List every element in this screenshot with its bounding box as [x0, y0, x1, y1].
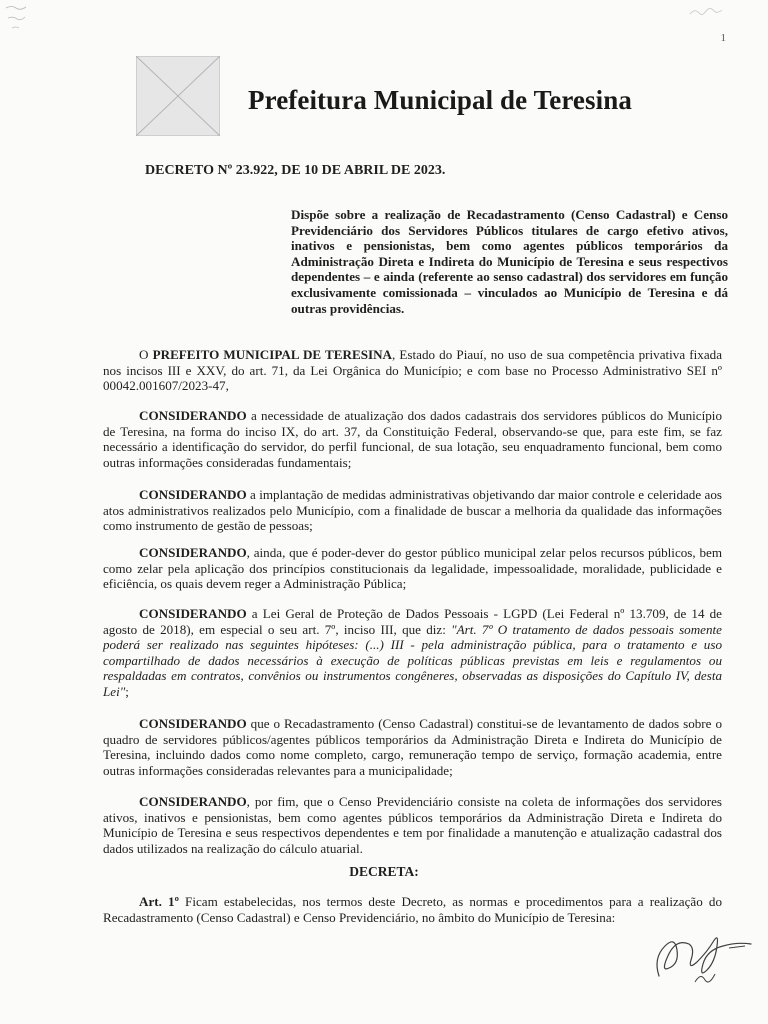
- decree-number: DECRETO Nº 23.922, DE 10 DE ABRIL DE 2023.: [145, 163, 446, 178]
- considerando-text: , ainda, que é poder-dever do gestor público municipal zelar pelos recursos públicos, bem como zelar pela aplicação dos princípios constitucionais da legalidade, impessoalidade, moralidade, publicidade e eficiência, os quais devem reger a Administração Pública;: [103, 545, 722, 591]
- page-title: Prefeitura Municipal de Teresina: [248, 85, 632, 115]
- decree-summary: Dispõe sobre a realização de Recadastramento (Censo Cadastral) e Censo Previdenciário dos Servidores Públicos titulares de cargo efetivo ativos, inativos e pensionistas, bem como agentes públicos temporários da Administração Direta e Indireta do Município de Teresina e seus respectivos dependentes – e ainda (referente ao senso cadastral) dos servidores em função exclusivamente comissionada – vinculados ao Município de Teresina e dá outras providências.: [291, 207, 728, 316]
- article-label: Art. 1º: [139, 894, 179, 909]
- considerando-2: [103, 487, 722, 534]
- considerando-3: [103, 545, 722, 592]
- considerando-keyword: CONSIDERANDO: [139, 545, 247, 560]
- preamble-lead: O: [139, 347, 149, 362]
- preamble-paragraph: [103, 347, 722, 394]
- considerando-keyword: CONSIDERANDO: [139, 794, 247, 809]
- considerando-text: a Lei Geral de Proteção de Dados Pessoais - LGPD (Lei Federal nº 13.709, de 14 de agosto de 2018), em especial o seu art. 7º, inciso III, que diz:: [103, 606, 722, 637]
- considerando-1: [103, 408, 722, 470]
- coat-of-arms-crest: [136, 56, 220, 136]
- considerando-keyword: CONSIDERANDO: [139, 487, 247, 502]
- article-1: [103, 894, 722, 925]
- decreta-heading: DECRETA:: [349, 864, 419, 879]
- preamble-authority: PREFEITO MUNICIPAL DE TERESINA: [152, 347, 393, 362]
- considerando-text: a necessidade de atualização dos dados cadastrais dos servidores públicos do Município de Teresina, na forma do inciso IX, do art. 37, da Constituição Federal, observando-se que, para este fim, se faz necessário a identificação do servidor, do perfil funcional, de sua lotação, seu enquadramento funcional, bem como outras informações consideradas fundamentais;: [103, 408, 722, 470]
- considerando-keyword: CONSIDERANDO: [139, 716, 247, 731]
- considerando-keyword: CONSIDERANDO: [139, 408, 247, 423]
- considerando-text: a implantação de medidas administrativas objetivando dar maior controle e celeridade aos atos administrativos realizados pelo Município, com a finalidade de buscar a melhoria da qualidade das informações como instrumento de gestão de pessoas;: [103, 487, 722, 533]
- considerando-4: [103, 606, 722, 699]
- lgpd-quote: "Art. 7º O tratamento de dados pessoais somente poderá ser realizado nas seguintes hipóteses: (...) III - pela administração pública, para o tratamento e uso compartilhado de dados necessários à execução de políticas públicas previstas em leis e regulamentos ou respaldadas em contratos, convênios ou instrumentos congêneres, observadas as disposições do Capítulo IV, desta Lei": [103, 621, 722, 699]
- page-number: 1: [720, 32, 726, 44]
- article-text: Ficam estabelecidas, nos termos deste Decreto, as normas e procedimentos para a realização do Recadastramento (Censo Cadastral) e Censo Previdenciário, no âmbito do Município de Teresina:: [103, 894, 722, 925]
- considerando-text: , por fim, que o Censo Previdenciário consiste na coleta de informações dos servidores ativos, inativos e pensionistas, bem como agentes públicos temporários da Administração Direta e Indireta do Município de Teresina e seus respectivos dependentes e tem por finalidade a manutenção e atualização cadastral dos dados utilizados na realização do cálculo atuarial.: [103, 794, 722, 856]
- considerando-tail: ;: [125, 683, 129, 699]
- considerando-keyword: CONSIDERANDO: [139, 606, 247, 621]
- handwritten-signature: [645, 918, 755, 988]
- handwritten-corner-note: [688, 4, 728, 20]
- considerando-text: que o Recadastramento (Censo Cadastral) constitui-se de levantamento de dados sobre o quadro de servidores públicos/agentes públicos temporários da Administração Direta e Indireta do Município de Teresina, incluindo dados como nome completo, cargo, remuneração tempo de serviço, formação academia, entre outras informações consideradas relevantes para a municipalidade;: [103, 716, 722, 778]
- preamble-text: , Estado do Piauí, no uso de sua competência privativa fixada nos incisos III e XXV, do art. 71, da Lei Orgânica do Município; e com base no Processo Administrativo SEI nº 00042.001607/2023-47,: [103, 347, 723, 393]
- considerando-6: [103, 794, 722, 856]
- handwritten-margin-note: [4, 2, 44, 42]
- considerando-5: [103, 716, 722, 778]
